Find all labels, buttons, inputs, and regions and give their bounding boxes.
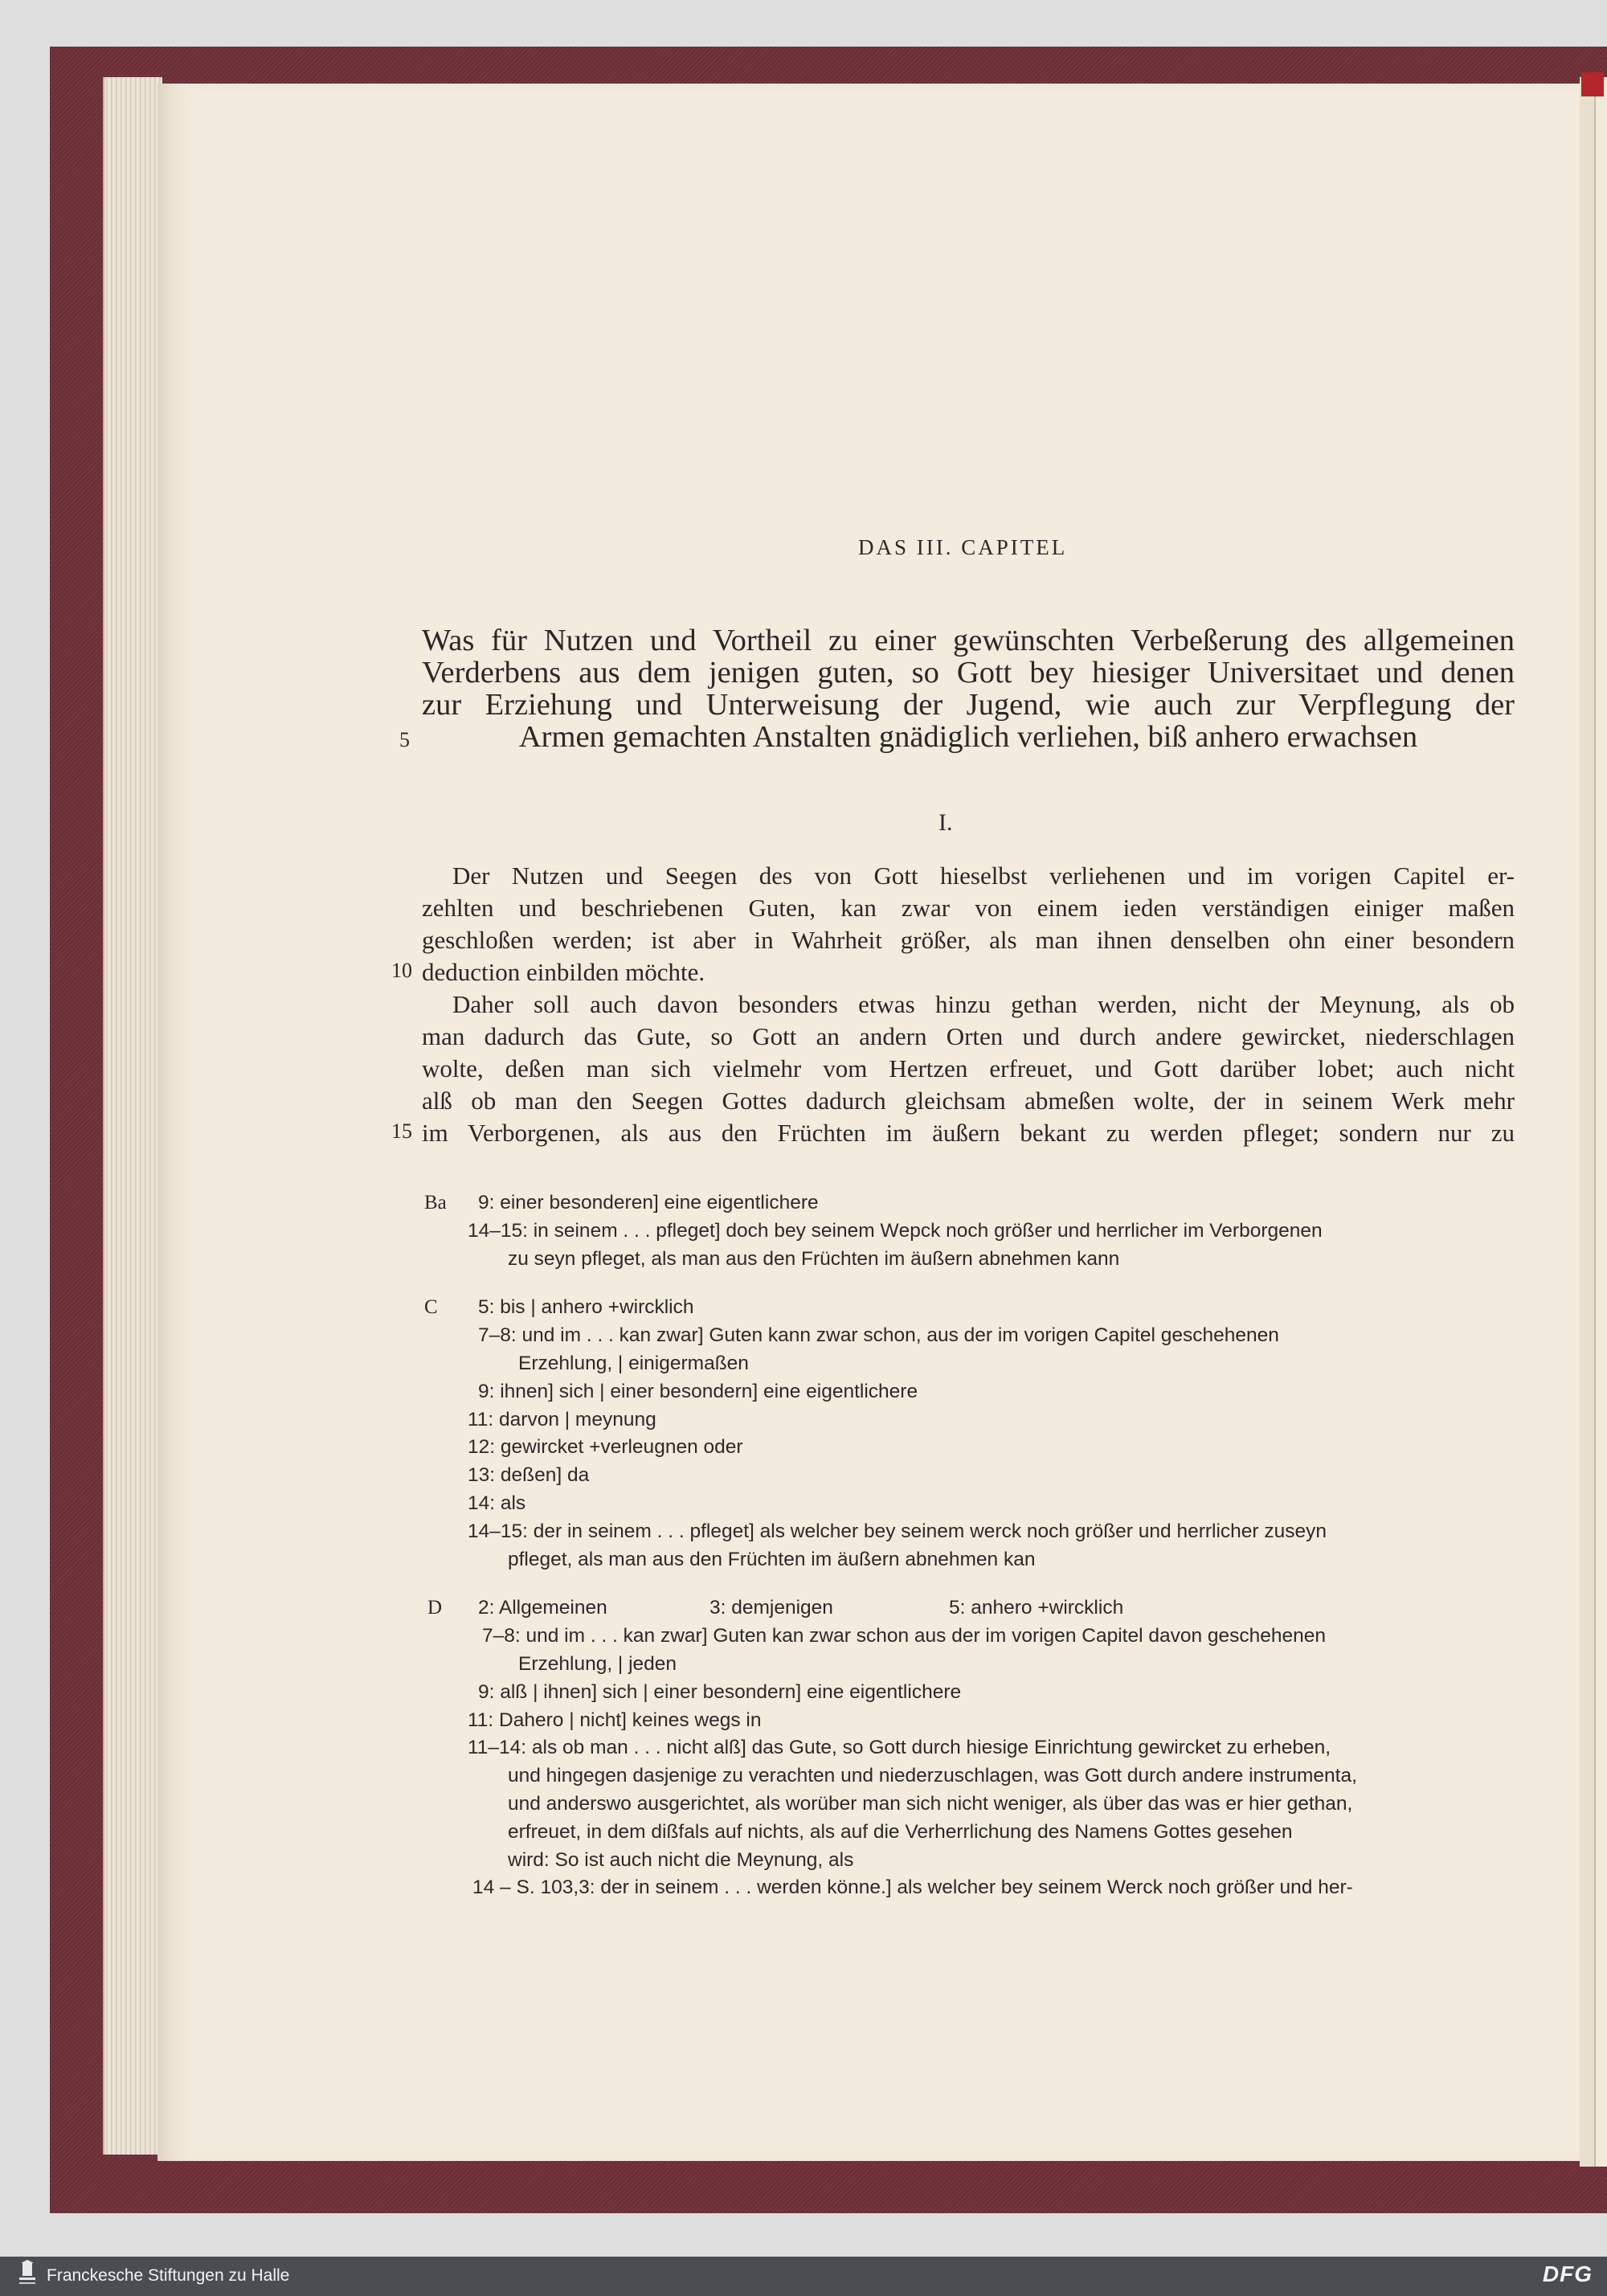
chapter-title: DAS III. CAPITEL bbox=[858, 535, 1068, 559]
text-line: zehlten und beschriebenen Guten, kan zwar von einem ieden verständigen einiger maßen bbox=[422, 894, 1515, 922]
heading-line: Was für Nutzen und Vortheil zu einer gewünschten Verbeßerung des allgemeinen bbox=[422, 624, 1515, 657]
text-line: geschloßen werden; ist aber in Wahrheit größer, als man ihnen denselben ohn einer besondern bbox=[422, 926, 1515, 954]
chapter-heading bbox=[422, 624, 1515, 753]
apparatus-entry: 14–15: in seinem . . . pfleget] doch bey seinem Wерck noch größer und herrlicher im Verborgenen bbox=[468, 1219, 1323, 1242]
text-line: wolte, deßen man sich vielmehr vom Hertzen erfreuet, und Gott darüber lobet; auch nicht bbox=[422, 1054, 1515, 1083]
apparatus-entry: 2: Allgemeinen bbox=[478, 1597, 607, 1619]
dfg-logo: DFG bbox=[1542, 2261, 1593, 2286]
section-number: I. bbox=[938, 809, 953, 836]
apparatus-entry: 14–15: der in seinem . . . pfleget] als welcher bey seinem werck noch größer und herrlicher zuseyn bbox=[468, 1520, 1327, 1542]
siglum-c: C bbox=[424, 1296, 438, 1319]
book-gutter bbox=[1580, 77, 1594, 2167]
apparatus-entry: wird: So ist auch nicht die Meynung, als bbox=[508, 1848, 854, 1871]
apparatus-entry: 14 – S. 103,3: der in seinem . . . werden könne.] als welcher bey seinem Werck noch größer und her- bbox=[472, 1876, 1353, 1899]
apparatus-entry: 11: darvon | meynung bbox=[468, 1408, 656, 1430]
apparatus-entry: 7–8: und im . . . kan zwar] Guten kann zwar schon, aus der im vorigen Capitel geschehenen bbox=[478, 1324, 1279, 1347]
apparatus-entry: 12: gewircket +verleugnen oder bbox=[468, 1436, 743, 1459]
apparatus-group-ba bbox=[418, 1189, 1519, 1273]
critical-apparatus bbox=[418, 1189, 1519, 1902]
apparatus-entry: 3: demjenigen bbox=[709, 1597, 833, 1619]
apparatus-entry: zu seyn pfleget, als man aus den Früchten im äußern abnehmen kann bbox=[508, 1247, 1120, 1270]
text-line: Daher soll auch davon besonders etwas hinzu gethan werden, nicht der Meynung, als ob bbox=[452, 990, 1515, 1018]
apparatus-entry: 7–8: und im . . . kan zwar] Guten kan zwar schon aus der im vorigen Capitel davon geschehenen bbox=[482, 1625, 1327, 1647]
apparatus-entry: und anderswo ausgerichtet, als worüber man sich nicht weniger, als über das was er hier gethan, bbox=[508, 1792, 1353, 1815]
apparatus-entry: 11–14: als ob man . . . nicht alß] das Gute, so Gott durch hiesige Einrichtung gewircket zu erheben, bbox=[468, 1737, 1331, 1759]
text-line: deduction einbilden möchte. bbox=[422, 958, 705, 986]
text-line: im Verborgenen, als aus den Früchten im äußern bekant zu werden pfleget; sondern nur zu bbox=[422, 1119, 1515, 1147]
siglum-ba: Ba bbox=[424, 1192, 447, 1213]
page-edges bbox=[103, 77, 162, 2155]
institution-logo-icon bbox=[16, 2260, 39, 2292]
line-number-10: 10 bbox=[391, 959, 412, 982]
apparatus-entry-d-first bbox=[418, 1594, 1519, 1623]
heading-line: zur Erziehung und Unterweisung der Jugend, wie auch zur Verpflegung der bbox=[422, 688, 1515, 722]
apparatus-entry: 14: als bbox=[468, 1492, 526, 1514]
apparatus-entry: 9: ihnen] sich | einer besondern] eine eigentlichere bbox=[478, 1380, 918, 1402]
apparatus-group-c bbox=[418, 1294, 1519, 1574]
text-line: alß ob man den Seegen Gottes dadurch gleichsam abmeßen wolte, der in seinem Werk mehr bbox=[422, 1087, 1515, 1115]
line-number-5: 5 bbox=[399, 728, 410, 751]
apparatus-entry: Erzehlung, | einigermaßen bbox=[518, 1352, 749, 1374]
siglum-d: D bbox=[427, 1597, 443, 1619]
text-line: Der Nutzen und Seegen des von Gott hieselbst verliehenen und im vorigen Capitel er- bbox=[452, 862, 1515, 890]
apparatus-entry: 9: alß | ihnen] sich | einer besondern] eine eigentlichere bbox=[478, 1680, 962, 1703]
apparatus-entry: 11: Dahero | nicht] keines wegs in bbox=[468, 1709, 762, 1731]
footer-institution: Franckesche Stiftungen zu Halle bbox=[47, 2266, 290, 2285]
heading-line: Armen gemachten Anstalten gnädiglich verliehen, biß anhero erwachsen bbox=[518, 720, 1418, 754]
apparatus-entry: 5: bis | anhero +wircklich bbox=[478, 1296, 694, 1319]
next-page-edge bbox=[1594, 77, 1607, 2167]
apparatus-entry: 5: anhero +wircklich bbox=[949, 1597, 1124, 1619]
apparatus-entry: 9: einer besonderen] eine eigentlichere bbox=[478, 1192, 819, 1213]
heading-line: Verderbens aus dem jenigen guten, so Gott bey hiesiger Universitaet und denen bbox=[422, 656, 1515, 690]
apparatus-entry: Erzehlung, | jeden bbox=[518, 1652, 677, 1675]
apparatus-entry: pfleget, als man aus den Früchten im äußern abnehmen kan bbox=[508, 1548, 1036, 1570]
bookmark-ribbon bbox=[1581, 72, 1604, 96]
main-text bbox=[422, 860, 1515, 1149]
apparatus-entry: erfreuet, in dem dißfals auf nichts, als auf die Verherrlichung des Namens Gottes gesehen bbox=[508, 1820, 1293, 1843]
apparatus-entry: 13: deßen] da bbox=[468, 1464, 590, 1487]
text-line: man dadurch das Gute, so Gott an andern Orten und durch andere gewircket, niederschlagen bbox=[422, 1022, 1515, 1050]
line-number-15: 15 bbox=[391, 1119, 412, 1143]
apparatus-group-d bbox=[418, 1594, 1519, 1902]
apparatus-entry: und hingegen dasjenige zu verachten und niederzuschlagen, was Gott durch andere instrumenta, bbox=[508, 1765, 1357, 1787]
